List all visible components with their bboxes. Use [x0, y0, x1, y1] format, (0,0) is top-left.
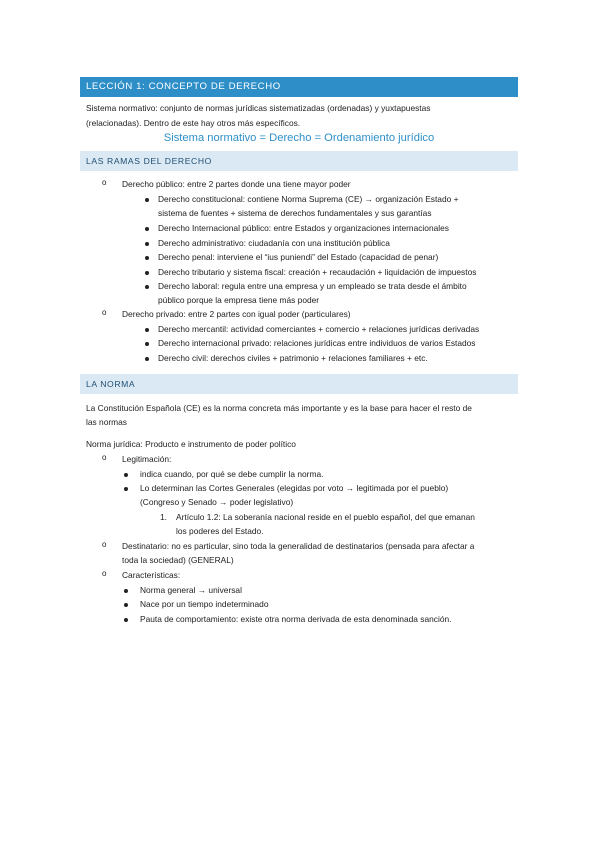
circle-bullet-icon: o: [102, 178, 107, 187]
list-item: Derecho civil: derechos civiles + patrimonio + relaciones familiares + etc.: [158, 353, 428, 363]
circle-bullet-icon: o: [102, 540, 107, 549]
ce-paragraph-line-2: las normas: [86, 417, 127, 427]
list-item-continuation: toda la sociedad) (GENERAL): [122, 555, 234, 565]
bullet-dot-icon: [124, 603, 128, 607]
list-item-caracteristicas: Características:: [122, 570, 181, 580]
list-item: Derecho tributario y sistema fiscal: creación + recaudación + liquidación de impuestos: [158, 267, 477, 277]
bullet-dot-icon: [145, 285, 149, 289]
norma-juridica-line: Norma jurídica: Producto e instrumento de poder político: [86, 439, 296, 449]
bullet-dot-icon: [124, 487, 128, 491]
bullet-dot-icon: [145, 198, 149, 202]
list-item: Derecho internacional privado: relaciones jurídicas entre individuos de varios Estados: [158, 338, 476, 348]
bullet-dot-icon: [145, 271, 149, 275]
list-item: Lo determinan las Cortes Generales (elegidas por voto → legitimada por el pueblo): [140, 483, 449, 493]
bullet-dot-icon: [145, 227, 149, 231]
intro-line-2: (relacionadas). Dentro de este hay otros más específicos.: [86, 118, 301, 128]
bullet-dot-icon: [145, 242, 149, 246]
list-item: Derecho Internacional público: entre Estados y organizaciones internacionales: [158, 223, 449, 233]
bullet-dot-icon: [145, 256, 149, 260]
section-header-ramas: LAS RAMAS DEL DERECHO: [80, 151, 518, 171]
list-item: Derecho administrativo: ciudadanía con una institución pública: [158, 238, 390, 248]
section-header-norma: LA NORMA: [80, 374, 518, 394]
ce-paragraph-line-1: La Constitución Española (CE) es la norma concreta más importante y es la base para hacer el resto de: [86, 403, 472, 413]
bullet-dot-icon: [124, 618, 128, 622]
list-item: Derecho constitucional: contiene Norma Suprema (CE) → organización Estado +: [158, 194, 459, 204]
list-item: indica cuando, por qué se debe cumplir la norma.: [140, 469, 324, 479]
list-item: Nace por un tiempo indeterminado: [140, 599, 269, 609]
list-item: Norma general → universal: [140, 585, 242, 595]
list-item-derecho-publico: Derecho público: entre 2 partes donde una tiene mayor poder: [122, 179, 351, 189]
list-item: Derecho mercantil: actividad comerciantes + comercio + relaciones jurídicas derivadas: [158, 324, 480, 334]
intro-line-1: Sistema normativo: conjunto de normas jurídicas sistematizadas (ordenadas) y yuxtapuestas: [86, 103, 431, 113]
list-item-continuation: público porque la empresa tiene más poder: [158, 295, 320, 305]
list-item-continuation: sistema de fuentes + sistema de derechos fundamentales y sus garantías: [158, 208, 432, 218]
bullet-dot-icon: [145, 357, 149, 361]
articulo-line-2: los poderes del Estado.: [176, 526, 264, 536]
circle-bullet-icon: o: [102, 453, 107, 462]
list-item: Pauta de comportamiento: existe otra norma derivada de esta denominada sanción.: [140, 614, 452, 624]
numbered-item-marker: 1.: [160, 512, 167, 522]
bullet-dot-icon: [145, 328, 149, 332]
list-item: Derecho penal: interviene el “ius puniendi” del Estado (capacidad de penar): [158, 252, 439, 262]
articulo-line-1: Artículo 1.2: La soberanía nacional reside en el pueblo español, del que emanan: [176, 512, 475, 522]
bullet-dot-icon: [124, 589, 128, 593]
list-item-destinatario: Destinatario: no es particular, sino toda la generalidad de destinatarios (pensada para afectar a: [122, 541, 475, 551]
bullet-dot-icon: [145, 342, 149, 346]
formula-highlight: Sistema normativo = Derecho = Ordenamiento jurídico: [163, 132, 435, 144]
bullet-dot-icon: [124, 473, 128, 477]
circle-bullet-icon: o: [102, 569, 107, 578]
list-item-derecho-privado: Derecho privado: entre 2 partes con igual poder (particulares): [122, 309, 351, 319]
list-item-legitimacion: Legitimación:: [122, 454, 172, 464]
lesson-header: LECCIÓN 1: CONCEPTO DE DERECHO: [80, 77, 518, 97]
list-item-continuation: (Congreso y Senado → poder legislativo): [140, 497, 294, 507]
list-item: Derecho laboral: regula entre una empresa y un empleado se trata desde el ámbito: [158, 281, 467, 291]
circle-bullet-icon: o: [102, 308, 107, 317]
